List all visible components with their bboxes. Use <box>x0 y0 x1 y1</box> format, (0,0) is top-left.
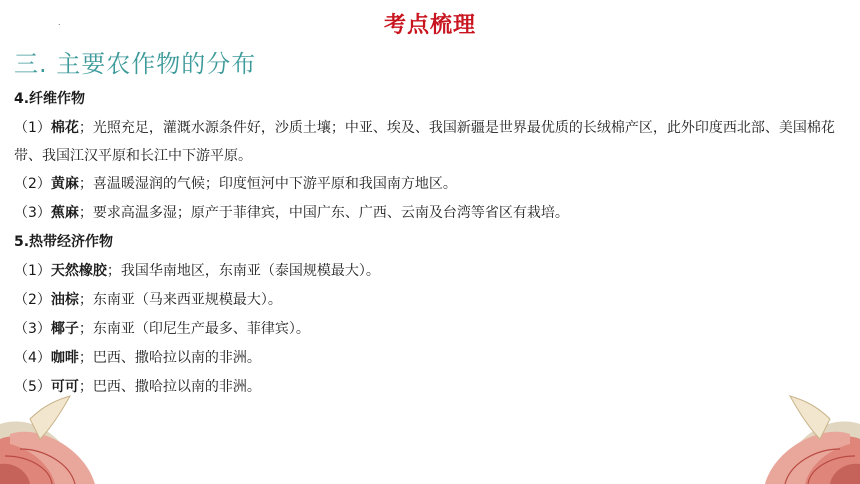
list-item <box>14 344 849 373</box>
item-text: 喜温暖湿润的气候；印度恒河中下游平原和我国南方地区。 <box>92 176 457 192</box>
list-item <box>14 286 849 315</box>
list-item <box>14 257 849 286</box>
item-text: 东南亚（马来西亚规模最大）。 <box>92 292 282 308</box>
item-term: 天然橡胶 <box>50 263 107 279</box>
item-text: 东南亚（印尼生产最多、菲律宾）。 <box>92 321 310 337</box>
item-separator: ； <box>78 292 93 308</box>
item-separator: ； <box>78 120 93 136</box>
item-text: 巴西、撒哈拉以南的非洲。 <box>92 350 261 366</box>
item-text: 巴西、撒哈拉以南的非洲。 <box>92 379 261 395</box>
item-text: 要求高温多湿；原产于菲律宾，中国广东、广西、云南及台湾等省区有栽培。 <box>92 205 569 221</box>
list-item <box>14 315 849 344</box>
item-number: （2） <box>14 176 51 192</box>
item-separator: ； <box>78 379 93 395</box>
item-term: 咖啡 <box>50 350 79 366</box>
item-number: （5） <box>14 379 51 395</box>
corner-marker: . <box>58 18 61 27</box>
item-term: 椰子 <box>50 321 79 337</box>
item-separator: ； <box>78 321 93 337</box>
page-title: 考点梳理 <box>383 13 476 38</box>
item-term: 黄麻 <box>50 176 79 192</box>
item-number: （3） <box>14 205 51 221</box>
item-separator: ； <box>78 205 93 221</box>
item-text: 光照充足，灌溉水源条件好，沙质土壤；中亚、埃及、我国新疆是世界最优质的长绒棉产区，此外印度西北部、美国棉花带、我国江汉平原和长江中下游平原。 <box>14 120 835 164</box>
item-number: （4） <box>14 350 51 366</box>
item-term: 可可 <box>50 379 79 395</box>
item-term: 棉花 <box>50 120 79 136</box>
item-separator: ； <box>78 176 93 192</box>
list-item <box>14 170 849 199</box>
list-item <box>14 199 849 228</box>
flower-decoration-left-icon <box>0 394 140 484</box>
item-number: （1） <box>14 263 51 279</box>
group-heading-fiber: 4.纤维作物 <box>14 91 86 107</box>
item-term: 油棕 <box>50 292 79 308</box>
group-heading-tropical: 5.热带经济作物 <box>14 234 114 250</box>
section-title: 三. 主要农作物的分布 <box>14 50 257 78</box>
item-number: （3） <box>14 321 51 337</box>
item-term: 蕉麻 <box>50 205 79 221</box>
list-item <box>14 114 849 170</box>
content-body <box>14 85 849 402</box>
item-separator: ； <box>78 350 93 366</box>
item-number: （1） <box>14 120 51 136</box>
item-separator: ； <box>106 263 121 279</box>
item-text: 我国华南地区，东南亚（泰国规模最大）。 <box>120 263 380 279</box>
flower-decoration-right-icon <box>720 394 860 484</box>
item-number: （2） <box>14 292 51 308</box>
